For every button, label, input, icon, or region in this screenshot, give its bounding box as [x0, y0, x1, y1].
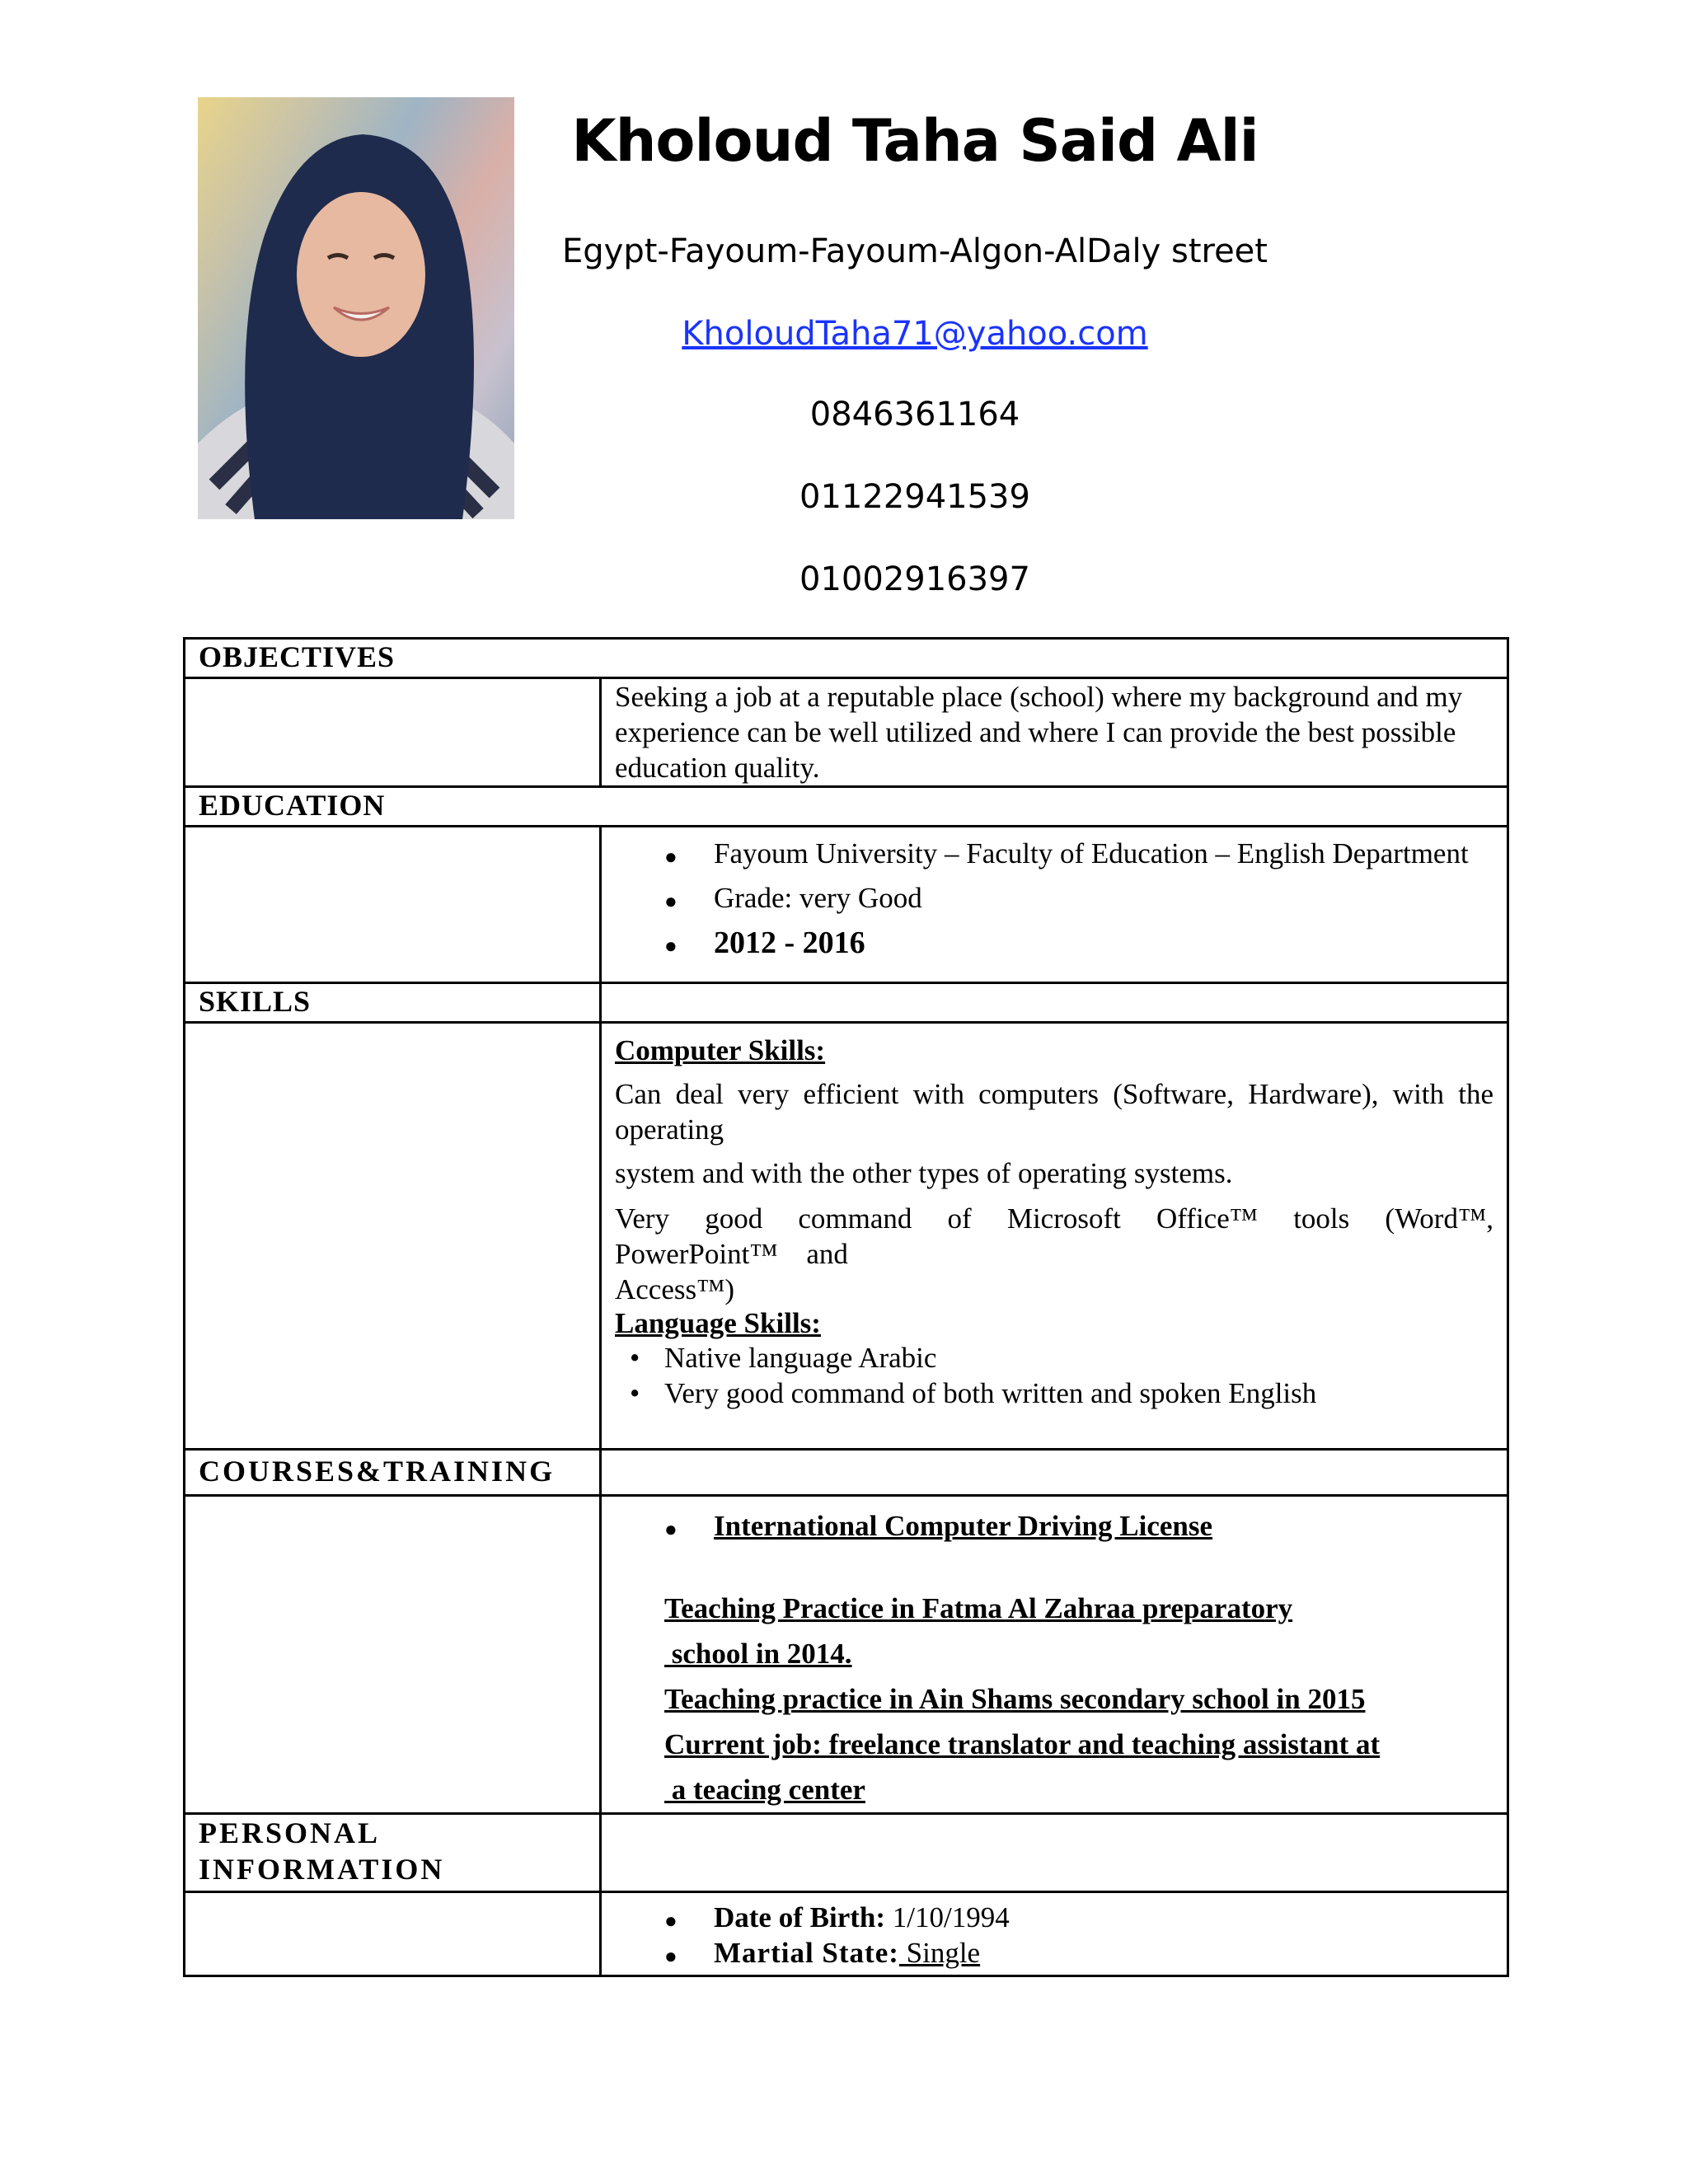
computer-skills-text: system and with the other types of operating systems.	[615, 1157, 1233, 1189]
course-line: Current job: freelance translator and teaching assistant at	[664, 1728, 1381, 1760]
language-skills-title: Language Skills:	[615, 1307, 821, 1339]
empty-cell	[185, 1023, 601, 1450]
objectives-text: Seeking a job at a reputable place (school) where my background and my experience can be well utilized and where I can provide the best possible education quality.	[601, 678, 1508, 787]
education-content	[601, 827, 1508, 983]
list-item	[615, 1935, 1493, 1971]
education-row	[185, 827, 1508, 983]
portrait-image	[198, 97, 514, 519]
courses-content	[601, 1496, 1508, 1814]
section-heading-courses: COURSES&TRAINING	[185, 1450, 601, 1496]
skills-row	[185, 1023, 1508, 1450]
course-line: Teaching Practice in Fatma Al Zahraa preparatory	[664, 1592, 1293, 1624]
empty-cell	[601, 1450, 1508, 1496]
personal-list	[615, 1900, 1493, 1971]
dob-label: Date of Birth:	[714, 1901, 886, 1933]
address: Egypt-Fayoum-Fayoum-Algon-AlDaly street	[562, 232, 1268, 270]
computer-skills-title: Computer Skills:	[615, 1034, 826, 1066]
heading-line: INFORMATION	[199, 1853, 445, 1886]
list-item: • Very good command of both written and spoken English	[615, 1376, 1493, 1411]
course-line: Teaching practice in Ain Shams secondary school in 2015	[664, 1683, 1366, 1715]
phone-number: 01122941539	[799, 478, 1030, 516]
skills-content	[601, 1023, 1508, 1450]
computer-skills-text: Very good command of Microsoft Office™ tools (Word™, PowerPoint™ and	[615, 1202, 1494, 1270]
phone-number: 0846361164	[809, 396, 1020, 434]
empty-cell	[185, 1892, 601, 1976]
list-item: ● Grade: very Good	[615, 883, 1493, 913]
list-item: ● International Computer Driving License	[615, 1508, 1493, 1544]
list-item	[615, 1900, 1493, 1935]
empty-cell	[601, 1814, 1508, 1892]
skills-header-row	[185, 983, 1508, 1023]
profile-photo	[198, 97, 514, 519]
personal-row	[185, 1892, 1508, 1976]
cv-table	[183, 637, 1509, 1977]
phone-number: 01002916397	[799, 560, 1030, 598]
marital-value: Single	[898, 1937, 981, 1969]
education-header-row	[185, 787, 1508, 827]
computer-skills-text: Can deal very efficient with computers (Software, Hardware), with the operating	[615, 1078, 1494, 1146]
section-heading-education: EDUCATION	[185, 787, 1508, 827]
section-heading-skills: SKILLS	[185, 983, 601, 1023]
email-link[interactable]: KholoudTaha71@yahoo.com	[682, 315, 1148, 353]
empty-cell	[601, 983, 1508, 1023]
list-item: • Native language Arabic	[615, 1340, 1493, 1376]
empty-cell	[185, 827, 601, 983]
candidate-name: Kholoud Taha Said Ali	[571, 107, 1259, 175]
course-line: school in 2014.	[664, 1638, 852, 1670]
objectives-row	[185, 678, 1508, 787]
education-list	[615, 839, 1493, 958]
empty-cell	[185, 1496, 601, 1814]
list-item: ● 2012 - 2016	[615, 928, 1493, 958]
computer-skills-text: Access™)	[615, 1273, 735, 1305]
course-line: a teacing center	[664, 1774, 865, 1806]
empty-cell	[185, 678, 601, 787]
section-heading-personal	[185, 1814, 601, 1892]
courses-header-row	[185, 1450, 1508, 1496]
list-item: ● Fayoum University – Faculty of Education – English Department	[615, 839, 1493, 869]
objectives-header-row	[185, 639, 1508, 678]
section-heading-objectives: OBJECTIVES	[185, 639, 1508, 678]
language-skills-list	[615, 1340, 1493, 1411]
courses-list	[615, 1508, 1493, 1544]
dob-value: 1/10/1994	[885, 1901, 1010, 1933]
personal-header-row	[185, 1814, 1508, 1892]
marital-label: Martial State:	[714, 1937, 899, 1969]
personal-content	[601, 1892, 1508, 1976]
courses-row	[185, 1496, 1508, 1814]
heading-line: PERSONAL	[199, 1816, 381, 1849]
